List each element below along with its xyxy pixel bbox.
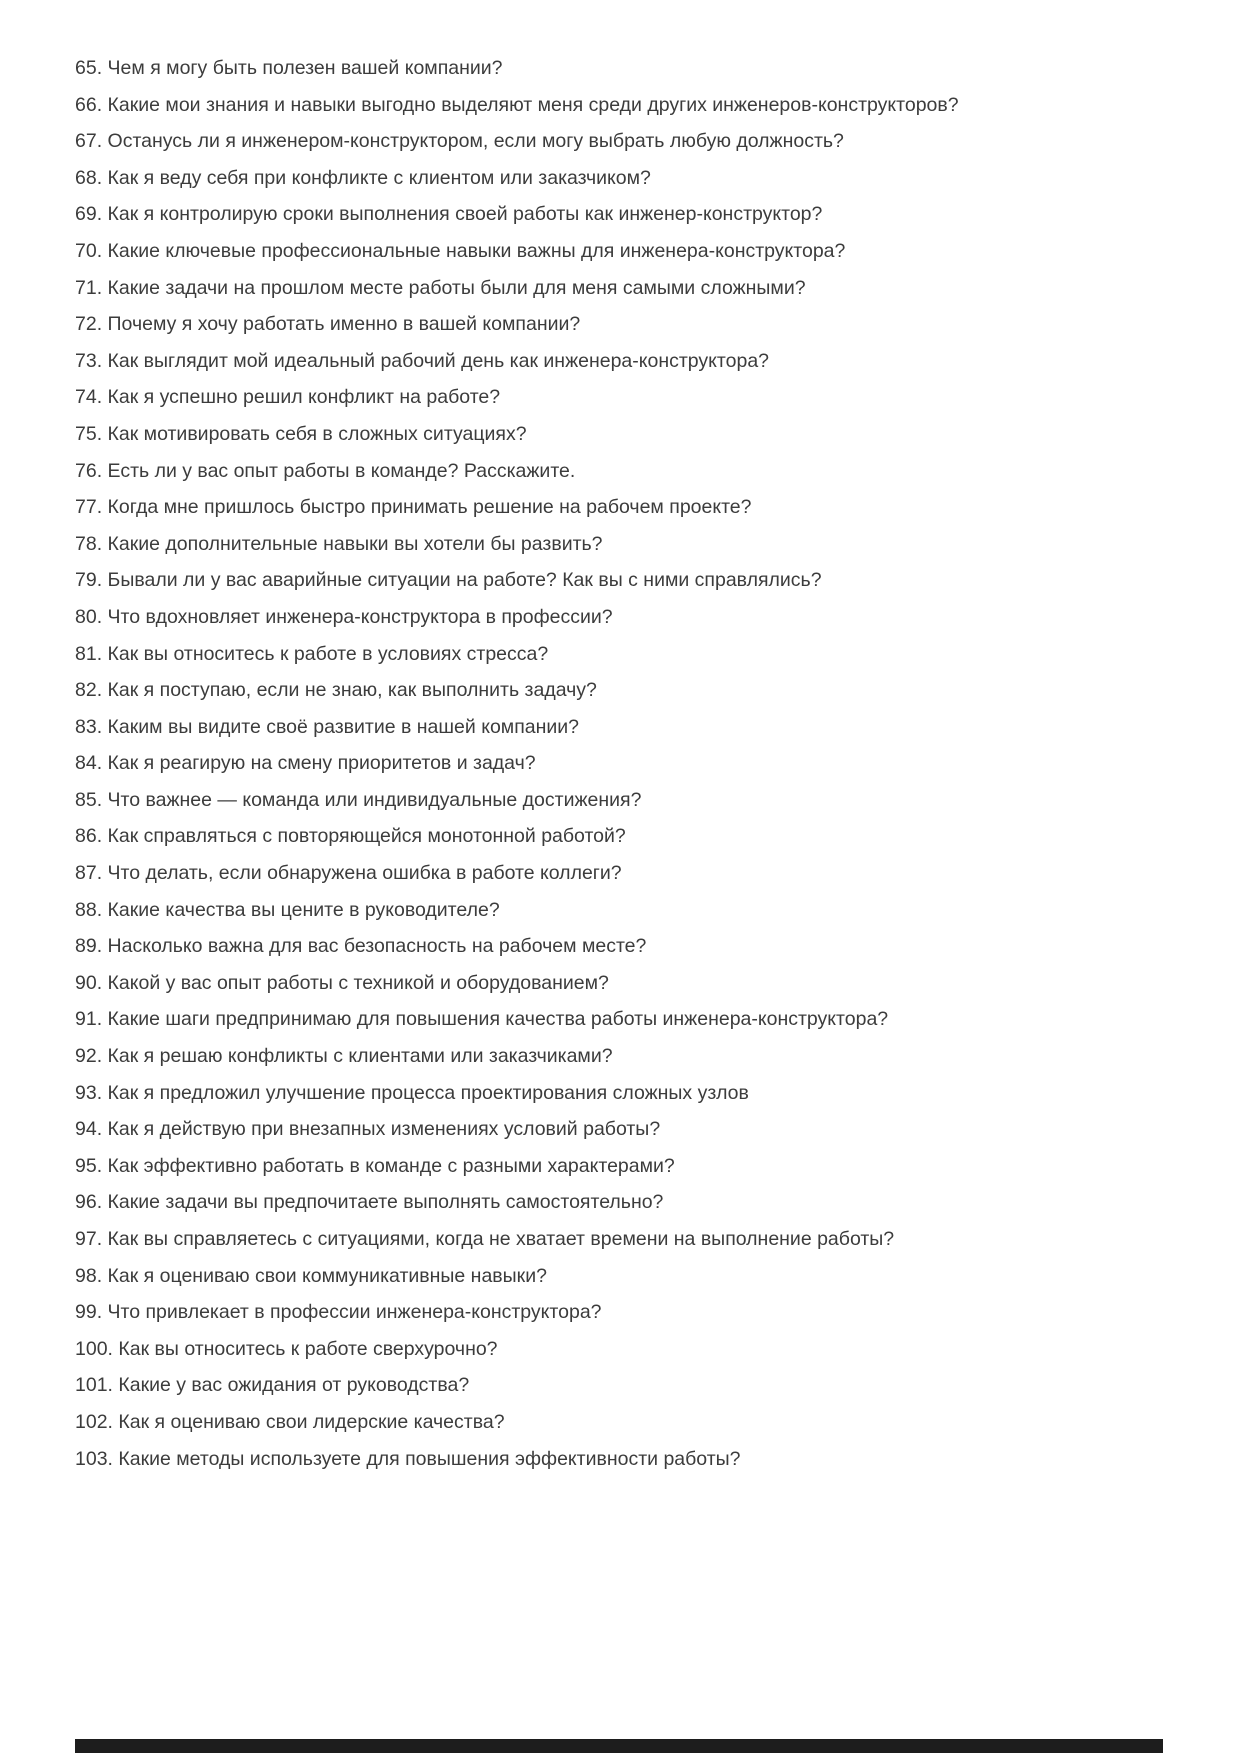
question-item: 97. Как вы справляетесь с ситуациями, когда не хватает времени на выполнение работы? — [75, 1228, 895, 1250]
question-item: 66. Какие мои знания и навыки выгодно выделяют меня среди других инженеров-конструкторов? — [75, 93, 959, 116]
question-item: 88. Какие качества вы цените в руководителе? — [75, 898, 500, 921]
question-item: 100. Как вы относитесь к работе сверхурочно? — [75, 1337, 498, 1360]
question-item: 85. Что важнее — команда или индивидуальные достижения? — [75, 788, 642, 811]
question-item: 94. Как я действую при внезапных изменениях условий работы? — [75, 1118, 661, 1141]
question-item: 67. Останусь ли я инженером-конструктором, если могу выбрать любую должность? — [75, 130, 844, 153]
question-item: 73. Как выглядит мой идеальный рабочий день как инженера-конструктора? — [75, 349, 770, 372]
question-item: 102. Как я оцениваю свои лидерские качества? — [75, 1410, 505, 1433]
question-item: 95. Как эффективно работать в команде с разными характерами? — [75, 1154, 675, 1177]
question-item: 75. Как мотивировать себя в сложных ситуациях? — [75, 422, 527, 445]
question-item: 71. Какие задачи на прошлом месте работы были для меня самыми сложными? — [75, 276, 806, 299]
question-item: 80. Что вдохновляет инженера-конструктора в профессии? — [75, 605, 613, 628]
question-item: 84. Как я реагирую на смену приоритетов и задач? — [75, 752, 536, 775]
question-list — [75, 50, 1025, 1477]
question-item: 83. Каким вы видите своё развитие в нашей компании? — [75, 715, 580, 738]
question-item: 103. Какие методы используете для повышения эффективности работы? — [75, 1447, 741, 1470]
question-item: 89. Насколько важна для вас безопасность на рабочем месте? — [75, 935, 647, 958]
question-item: 78. Какие дополнительные навыки вы хотели бы развить? — [75, 532, 603, 555]
question-item: 93. Как я предложил улучшение процесса проектирования сложных узлов — [75, 1081, 749, 1104]
question-item: 65. Чем я могу быть полезен вашей компании? — [75, 57, 503, 79]
question-item: 77. Когда мне пришлось быстро принимать решение на рабочем проекте? — [75, 496, 752, 519]
question-item: 101. Какие у вас ожидания от руководства? — [75, 1374, 470, 1397]
question-item: 74. Как я успешно решил конфликт на работе? — [75, 386, 501, 409]
question-item: 72. Почему я хочу работать именно в вашей компании? — [75, 313, 581, 336]
question-item: 99. Что привлекает в профессии инженера-конструктора? — [75, 1301, 602, 1324]
question-item: 96. Какие задачи вы предпочитаете выполнять самостоятельно? — [75, 1191, 664, 1214]
question-item: 70. Какие ключевые профессиональные навыки важны для инженера-конструктора? — [75, 239, 846, 262]
question-item: 79. Бывали ли у вас аварийные ситуации на работе? Как вы с ними справлялись? — [75, 569, 822, 592]
question-item: 69. Как я контролирую сроки выполнения своей работы как инженер-конструктор? — [75, 203, 823, 226]
question-item: 87. Что делать, если обнаружена ошибка в работе коллеги? — [75, 862, 622, 885]
question-item: 76. Есть ли у вас опыт работы в команде? Расскажите. — [75, 459, 576, 482]
question-item: 98. Как я оцениваю свои коммуникативные навыки? — [75, 1264, 547, 1287]
question-item: 92. Как я решаю конфликты с клиентами или заказчиками? — [75, 1045, 613, 1068]
question-item: 90. Какой у вас опыт работы с техникой и оборудованием? — [75, 971, 609, 994]
bottom-dark-bar — [75, 1739, 1163, 1753]
question-item: 68. Как я веду себя при конфликте с клиентом или заказчиком? — [75, 166, 651, 189]
question-item: 86. Как справляться с повторяющейся монотонной работой? — [75, 825, 626, 848]
question-item: 91. Какие шаги предпринимаю для повышения качества работы инженера-конструктора? — [75, 1008, 889, 1031]
question-item: 82. Как я поступаю, если не знаю, как выполнить задачу? — [75, 679, 597, 702]
question-item: 81. Как вы относитесь к работе в условиях стресса? — [75, 642, 549, 665]
